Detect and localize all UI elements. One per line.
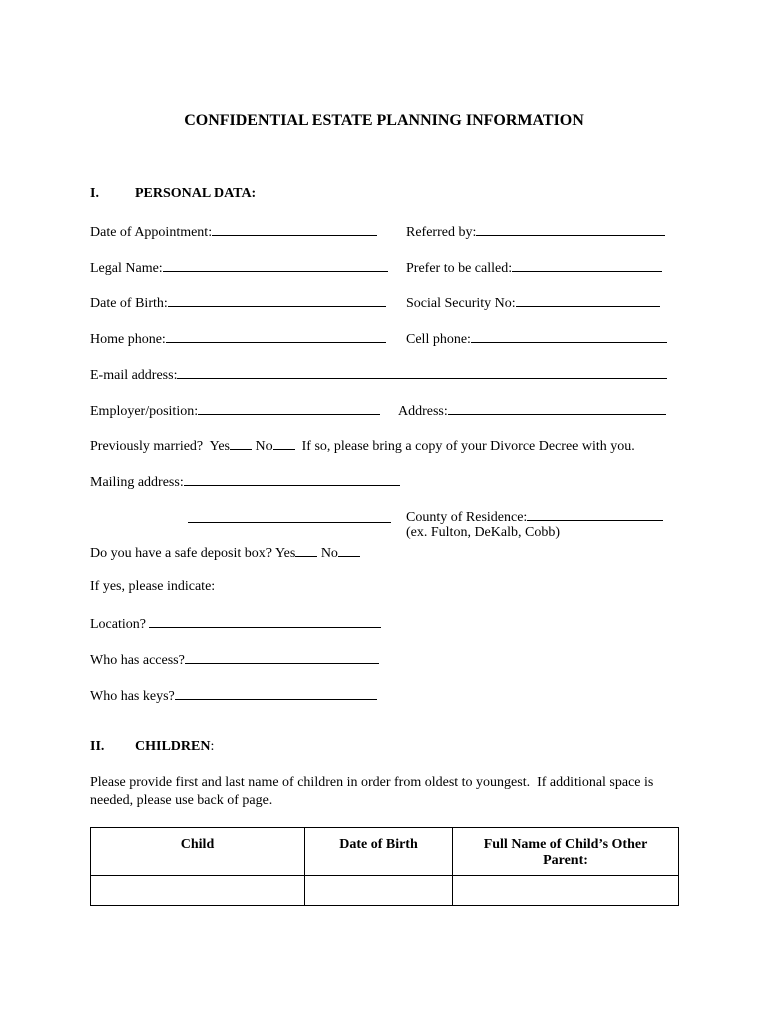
home-phone-label: Home phone:	[90, 332, 166, 347]
referred-by-field[interactable]	[476, 222, 665, 236]
previously-married-row	[90, 436, 635, 455]
mailing-address-row	[90, 472, 400, 491]
date-of-appointment-label: Date of Appointment:	[90, 225, 213, 240]
safe-deposit-yes-label: Yes	[274, 546, 296, 561]
who-has-access-field[interactable]	[185, 650, 379, 664]
column-header-other-parent: Full Name of Child’s Other Parent:	[453, 828, 679, 876]
section-2-heading-wrap	[135, 739, 214, 755]
ssn-label: Social Security No:	[406, 296, 516, 311]
who-has-access-row	[90, 650, 379, 669]
legal-name-row	[90, 258, 388, 277]
home-phone-field[interactable]	[166, 329, 386, 343]
ssn-row	[406, 293, 660, 312]
mailing-address-line2-field[interactable]	[188, 507, 391, 523]
county-example: (ex. Fulton, DeKalb, Cobb)	[406, 525, 560, 540]
previously-married-no-label: No	[255, 439, 273, 454]
date-of-birth-label: Date of Birth:	[90, 296, 168, 311]
previously-married-label: Previously married?	[90, 439, 204, 454]
safe-deposit-no-label: No	[320, 546, 338, 561]
previously-married-yes-field[interactable]	[230, 436, 252, 450]
mailing-address-label: Mailing address:	[90, 475, 184, 490]
table-row	[91, 876, 679, 906]
ssn-field[interactable]	[516, 293, 660, 307]
section-1-number: I.	[90, 186, 99, 201]
home-phone-row	[90, 329, 386, 348]
who-has-keys-row	[90, 686, 377, 705]
referred-by-row	[406, 222, 665, 241]
county-label: County of Residence:	[406, 510, 528, 525]
county-field[interactable]	[527, 507, 663, 521]
legal-name-field[interactable]	[163, 258, 388, 272]
address-row	[398, 401, 666, 420]
email-row	[90, 365, 667, 384]
child-dob-cell[interactable]	[305, 876, 453, 906]
employer-field[interactable]	[198, 401, 380, 415]
email-field[interactable]	[177, 365, 667, 379]
prefer-to-be-called-field[interactable]	[512, 258, 662, 272]
prefer-to-be-called-row	[406, 258, 662, 277]
address-field[interactable]	[448, 401, 666, 415]
referred-by-label: Referred by:	[406, 225, 477, 240]
location-field[interactable]	[149, 614, 381, 628]
column-header-child: Child	[91, 828, 305, 876]
child-name-cell[interactable]	[91, 876, 305, 906]
mailing-address-field[interactable]	[184, 472, 400, 486]
location-row	[90, 614, 381, 633]
if-yes-indicate: If yes, please indicate:	[90, 579, 216, 594]
location-label: Location?	[90, 617, 146, 632]
divorce-decree-note: If so, please bring a copy of your Divorce Decree with you.	[301, 439, 635, 454]
date-of-birth-row	[90, 293, 386, 312]
other-parent-cell[interactable]	[453, 876, 679, 906]
section-1-heading: PERSONAL DATA:	[135, 186, 257, 201]
previously-married-no-field[interactable]	[273, 436, 295, 450]
safe-deposit-row	[90, 543, 360, 562]
cell-phone-label: Cell phone:	[406, 332, 471, 347]
safe-deposit-no-field[interactable]	[338, 543, 360, 557]
employer-row	[90, 401, 380, 420]
who-has-keys-label: Who has keys?	[90, 689, 175, 704]
safe-deposit-yes-field[interactable]	[295, 543, 317, 557]
page-title: CONFIDENTIAL ESTATE PLANNING INFORMATION	[184, 112, 584, 129]
safe-deposit-label: Do you have a safe deposit box?	[90, 546, 272, 561]
date-of-appointment-row	[90, 222, 377, 241]
legal-name-label: Legal Name:	[90, 261, 163, 276]
who-has-access-label: Who has access?	[90, 653, 185, 668]
children-table	[90, 827, 679, 906]
employer-label: Employer/position:	[90, 404, 199, 419]
section-2-colon: :	[210, 739, 215, 754]
children-instructions-line1: Please provide first and last name of children in order from oldest to youngest. If additional space is	[90, 775, 654, 790]
column-header-date-of-birth: Date of Birth	[305, 828, 453, 876]
section-2-number: II.	[90, 739, 105, 754]
address-label: Address:	[398, 404, 448, 419]
who-has-keys-field[interactable]	[175, 686, 377, 700]
date-of-birth-field[interactable]	[168, 293, 386, 307]
cell-phone-field[interactable]	[471, 329, 667, 343]
cell-phone-row	[406, 329, 667, 348]
previously-married-yes-label: Yes	[209, 439, 230, 454]
email-label: E-mail address:	[90, 368, 178, 383]
prefer-to-be-called-label: Prefer to be called:	[406, 261, 513, 276]
county-row	[406, 507, 663, 526]
section-2-heading: CHILDREN	[135, 739, 211, 754]
children-instructions-line2: needed, please use back of page.	[90, 793, 273, 808]
date-of-appointment-field[interactable]	[212, 222, 377, 236]
children-table-header	[91, 828, 679, 876]
